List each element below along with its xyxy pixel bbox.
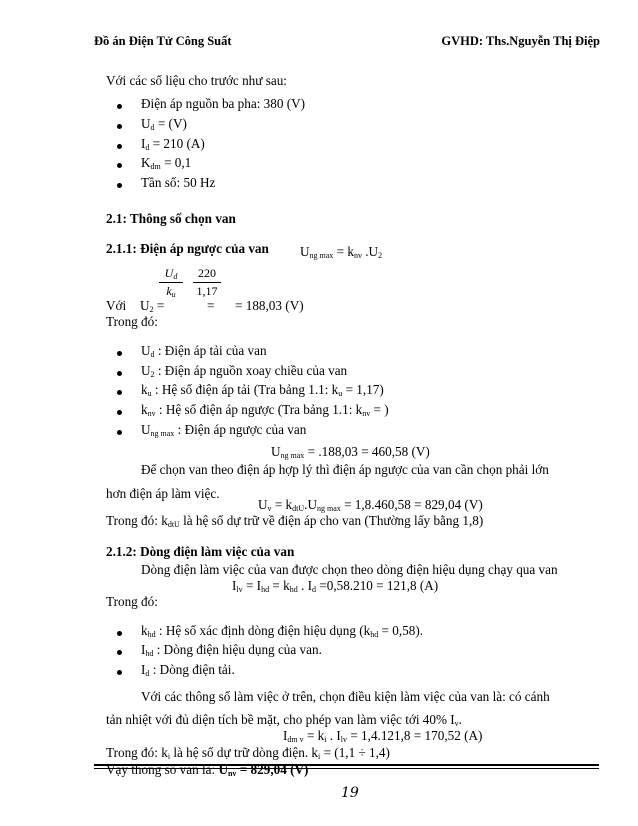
bullet-icon bbox=[117, 631, 122, 636]
fraction-220-117: 220 1,17 bbox=[193, 266, 221, 299]
given-item: $K_{dm} = 0,1$ bbox=[141, 155, 192, 171]
bullet-icon bbox=[117, 183, 122, 188]
u2-eq: = bbox=[207, 298, 215, 313]
header-right: GVHD: Ths.Nguyễn Thị Điệp bbox=[441, 34, 600, 48]
paragraph-line: hơn điện áp làm việc. bbox=[106, 486, 220, 501]
bullet-icon bbox=[117, 104, 122, 109]
bullet-icon bbox=[117, 650, 122, 655]
given-item: Tần số: 50 Hz bbox=[141, 175, 216, 190]
equation-ilv: $I_{lv} = I_{hd} = k_{hd}$ . $I_d =0,58.210 = 121,8$ (A) bbox=[232, 578, 439, 594]
bullet-icon bbox=[117, 144, 122, 149]
bullet-icon bbox=[117, 371, 122, 376]
definition-item: $I_{hd}$ : Dòng điện hiệu dụng của van. bbox=[141, 642, 322, 658]
subsection-heading: 2.1.1: Điện áp ngược của van bbox=[106, 241, 269, 256]
paragraph-line: Với các thông số làm việc ở trên, chọn điều kiện làm việc của van là: có cánh bbox=[141, 689, 550, 704]
given-item: $I_d = 210$ (A) bbox=[141, 136, 205, 152]
u2-symbol: $U_2$ = bbox=[140, 298, 165, 314]
subsection-heading: 2.1.2: Dòng điện làm việc của van bbox=[106, 544, 295, 559]
definition-item: $k_{nv}$ : Hệ số điện áp ngược (Tra bảng 1.1: $k_{nv}$ = ) bbox=[141, 402, 389, 418]
bullet-icon bbox=[117, 430, 122, 435]
final-conclusion-line: Vậy thông số van là: $U_{nv} = 829,04$ (V) bbox=[106, 762, 309, 778]
fraction-ud-ku: $U_d$ $k_u$ bbox=[159, 266, 183, 299]
given-item: $U_d = (V)$ bbox=[141, 116, 187, 132]
intro-text: Với các số liệu cho trước như sau: bbox=[106, 73, 287, 88]
equation-idmv: $I_{dm v} = k_i$ . $I_{lv} = 1,4.121,8 = 170,52$ (A) bbox=[283, 728, 483, 744]
paragraph-line: tản nhiệt với đủ diện tích bề mặt, cho phép van làm việc tới 40% $I_v$. bbox=[106, 712, 462, 728]
header-left: Đồ án Điện Tử Công Suất bbox=[94, 34, 232, 48]
definition-item: $k_u$ : Hệ số điện áp tải (Tra bảng 1.1: $k_u = 1,17$) bbox=[141, 382, 384, 398]
definition-item: $I_d$ : Dòng điện tải. bbox=[141, 662, 235, 678]
bullet-icon bbox=[117, 390, 122, 395]
u2-label: Với bbox=[106, 298, 127, 313]
paragraph-line: Dòng điện làm việc của van được chọn theo dòng điện hiệu dụng chạy qua van bbox=[141, 562, 558, 577]
paragraph-line: Để chọn van theo điện áp hợp lý thì điện áp ngược của van cần chọn phải lớn bbox=[141, 462, 549, 477]
note-ki: Trong đó: $k_i$ là hệ số dự trữ dòng điện. $k_i = (1,1 \div 1,4)$ bbox=[106, 745, 390, 761]
definition-item: $k_{hd}$ : Hệ số xác định dòng điện hiệu dụng $(k_{hd} = 0,58)$. bbox=[141, 623, 424, 639]
page-number: 19 bbox=[341, 785, 359, 801]
trong-do-label: Trong đó: bbox=[106, 594, 158, 609]
bullet-icon bbox=[117, 670, 122, 675]
section-heading: 2.1: Thông số chọn van bbox=[106, 211, 236, 226]
bullet-icon bbox=[117, 410, 122, 415]
equation-uv: $U_v = k_{dtU}.U_{ng max} = 1,8.460,58 = 829,04$ (V) bbox=[258, 497, 483, 513]
bullet-icon bbox=[117, 351, 122, 356]
given-item: Điện áp nguồn ba pha: 380 (V) bbox=[141, 96, 306, 111]
trong-do-label: Trong đó: bbox=[106, 314, 158, 329]
note-ktu: Trong đó: $k_{dtU}$ là hệ số dự trữ về điện áp cho van (Thường lấy bằng 1,8) bbox=[106, 513, 484, 529]
definition-item: $U_2$ : Điện áp nguồn xoay chiều của van bbox=[141, 363, 348, 379]
bullet-icon bbox=[117, 124, 122, 129]
bullet-icon bbox=[117, 163, 122, 168]
u2-value: = 188,03 (V) bbox=[235, 298, 304, 313]
equation-ungmax: $U_{ng max} = k_{nv}$ $.U_2$ bbox=[300, 244, 383, 260]
definition-item: $U_{ng max}$ : Điện áp ngược của van bbox=[141, 422, 307, 438]
equation-ungmax-value: $U_{ng max} = .188,03 = 460,58$ (V) bbox=[271, 444, 430, 460]
definition-item: $U_d$ : Điện áp tải của van bbox=[141, 343, 267, 359]
